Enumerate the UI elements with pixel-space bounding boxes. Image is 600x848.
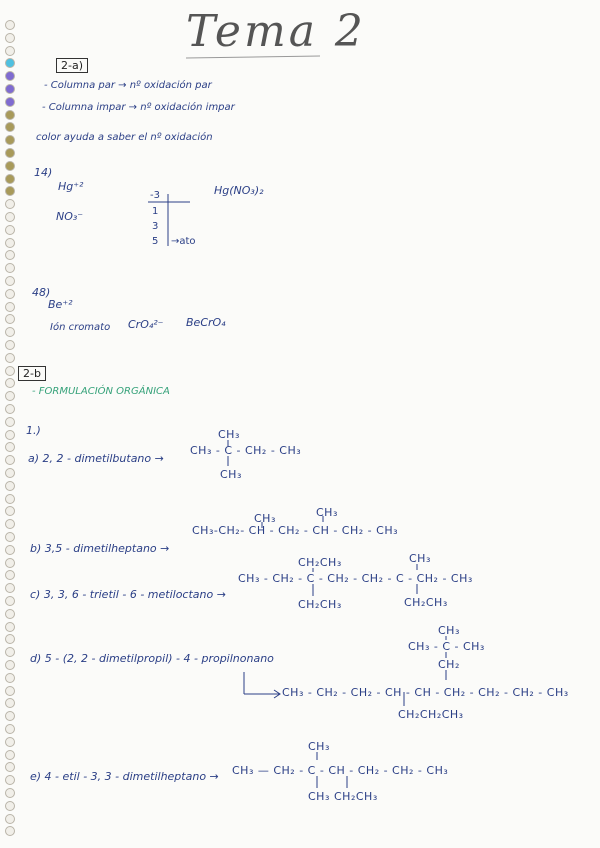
section-a-label: 2-a) bbox=[56, 58, 88, 73]
question-number: 1.) bbox=[26, 424, 41, 437]
item-c-substituent-up-1: CH₂CH₃ bbox=[298, 556, 342, 569]
rule-even: - Columna par → nº oxidación par bbox=[44, 80, 212, 91]
item-a-substituent-down: CH₃ bbox=[220, 468, 242, 481]
exercise-14-result: Hg(NO₃)₂ bbox=[214, 184, 264, 197]
item-d-name: d) 5 - (2, 2 - dimetilpropil) - 4 - propilnonano bbox=[30, 652, 274, 665]
item-e-substituent-down-2: CH₂CH₃ bbox=[334, 790, 378, 803]
exercise-14-number: 14) bbox=[34, 166, 53, 179]
exercise-48-result: BeCrO₄ bbox=[186, 316, 226, 329]
rule-odd: - Columna impar → nº oxidación impar bbox=[42, 102, 235, 113]
exercise-48-cation: Be⁺² bbox=[48, 298, 73, 311]
item-a-substituent-up: CH₃ bbox=[218, 428, 240, 441]
item-c-formula: CH₃ - CH₂ - C - CH₂ - CH₂ - C - CH₂ - CH₃ bbox=[238, 572, 473, 585]
item-c-substituent-down-1: CH₂CH₃ bbox=[298, 598, 342, 611]
item-e-substituent-up: CH₃ bbox=[308, 740, 330, 753]
oxidation-table-value: 5 bbox=[152, 236, 159, 247]
exercise-48-ion-name: Ión cromato bbox=[50, 322, 111, 333]
item-e-formula: CH₃ — CH₂ - C - CH - CH₂ - CH₂ - CH₃ bbox=[232, 764, 449, 777]
item-c-substituent-down-2: CH₂CH₃ bbox=[404, 596, 448, 609]
item-d-substituent-down: CH₂CH₂CH₃ bbox=[398, 708, 464, 721]
color-note: color ayuda a saber el nº oxidación bbox=[36, 132, 213, 143]
section-b-label: 2-b bbox=[18, 366, 46, 381]
exercise-48-ion-formula: CrO₄²⁻ bbox=[128, 318, 164, 331]
item-a-name: a) 2, 2 - dimetilbutano → bbox=[28, 452, 164, 465]
item-e-substituent-down-1: CH₃ bbox=[308, 790, 330, 803]
item-d-link: CH₂ bbox=[438, 658, 460, 671]
page-title: Tema 2 bbox=[186, 6, 366, 57]
oxidation-table-value: -3 bbox=[150, 190, 160, 201]
exercise-14-anion: NO₃⁻ bbox=[56, 210, 84, 223]
item-b-substituent-2: CH₃ bbox=[316, 506, 338, 519]
oxidation-table-suffix: →ato bbox=[171, 236, 196, 247]
item-b-name: b) 3,5 - dimetilheptano → bbox=[30, 542, 170, 555]
item-d-top: CH₃ bbox=[438, 624, 460, 637]
section-b-subtitle: - FORMULACIÓN ORGÁNICA bbox=[32, 386, 170, 397]
item-a-formula: CH₃ - C - CH₂ - CH₃ bbox=[190, 444, 302, 457]
item-b-formula: CH₃-CH₂- CH - CH₂ - CH - CH₂ - CH₃ bbox=[192, 524, 398, 537]
item-d-formula: CH₃ - CH₂ - CH₂ - CH - CH - CH₂ - CH₂ - CH₂ - CH₃ bbox=[282, 686, 569, 699]
item-c-substituent-up-2: CH₃ bbox=[409, 552, 431, 565]
item-b-substituent-1: CH₃ bbox=[254, 512, 276, 525]
item-e-name: e) 4 - etil - 3, 3 - dimetilheptano → bbox=[30, 770, 219, 783]
exercise-14-cation: Hg⁺² bbox=[58, 180, 84, 193]
item-d-branch: CH₃ - C - CH₃ bbox=[408, 640, 485, 653]
item-c-name: c) 3, 3, 6 - trietil - 6 - metiloctano → bbox=[30, 588, 226, 601]
oxidation-table-value: 3 bbox=[152, 221, 159, 232]
exercise-48-number: 48) bbox=[32, 286, 51, 299]
oxidation-table-value: 1 bbox=[152, 206, 159, 217]
